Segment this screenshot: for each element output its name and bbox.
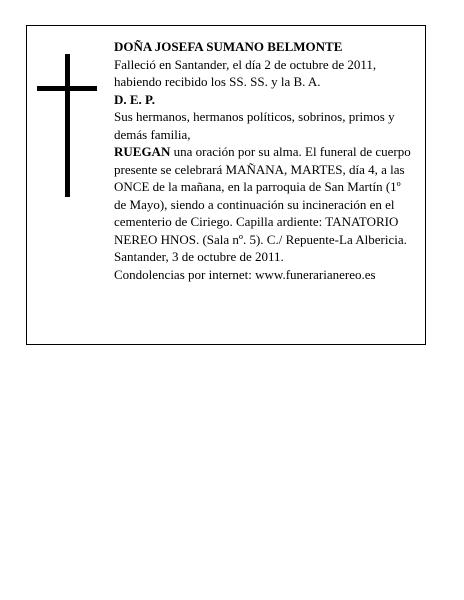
- cross-vertical-bar: [65, 54, 70, 197]
- obituary-notice: [26, 25, 426, 345]
- ruegan-text: RUEGAN: [114, 144, 171, 159]
- cross-icon: [37, 54, 97, 197]
- notice-text: [114, 38, 414, 283]
- dep-text: D. E. P.: [114, 91, 156, 107]
- condolences-line: Condolencias por internet: www.funerarianereo.es: [114, 266, 376, 282]
- cross-horizontal-bar: [37, 86, 97, 91]
- death-announcement: Falleció en Santander, el día 2 de octubre de 2011, habiendo recibido los SS. SS. y la B. A.: [114, 56, 377, 89]
- deceased-name: DOÑA JOSEFA SUMANO BELMONTE: [114, 39, 343, 54]
- date-line: Santander, 3 de octubre de 2011.: [114, 249, 284, 264]
- family-text: Sus hermanos, hermanos políticos, sobrinos, primos y demás familia,: [114, 109, 395, 142]
- prayer-paragraph: [114, 143, 414, 248]
- funeral-details: una oración por su alma. El funeral de cuerpo presente se celebrará MAÑANA, MARTES, día 4, a las ONCE de la mañana, en la parroquia de San Martín (1º de Mayo), siendo a continuación su incineración en el cementerio de Ciriego. Capilla ardiente: TANATORIO NEREO HNOS. (Sala nº. 5). C./ Repuente-La Albericia.: [114, 144, 411, 247]
